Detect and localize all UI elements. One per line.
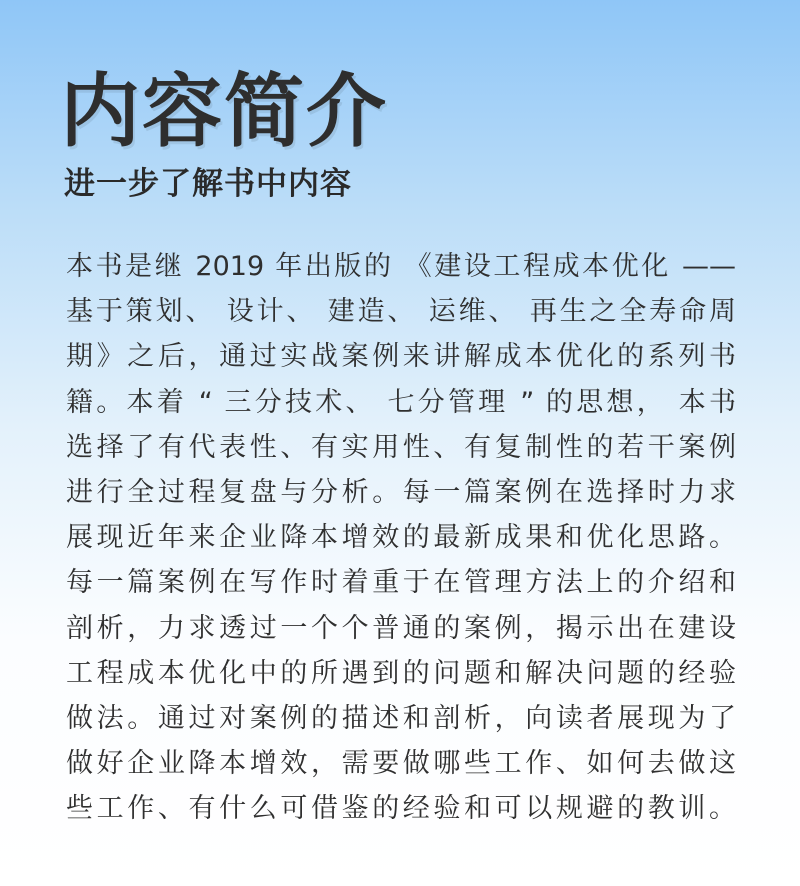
- paragraph-line: 做好企业降本增效，需要做哪些工作、如何去做这: [66, 748, 736, 780]
- page-subtitle: 进一步了解书中内容: [64, 166, 352, 202]
- paragraph-line: 进行全过程复盘与分析。每一篇案例在选择时力求: [66, 477, 736, 509]
- paragraph-line: 基于策划、 设计、 建造、 运维、 再生之全寿命周: [66, 296, 736, 328]
- paragraph-line: 做法。通过对案例的描述和剖析，向读者展现为了: [66, 703, 736, 735]
- paragraph-line: 每一篇案例在写作时着重于在管理方法上的介绍和: [66, 567, 736, 599]
- intro-paragraph: [66, 244, 736, 832]
- paragraph-line: 工程成本优化中的所遇到的问题和解决问题的经验: [66, 657, 736, 689]
- paragraph-line: 本书是继 2019 年出版的 《建设工程成本优化 ——: [66, 251, 736, 282]
- paragraph-line: 展现近年来企业降本增效的最新成果和优化思路。: [66, 522, 736, 554]
- page-title: 内容简介: [60, 65, 388, 158]
- heading-block: [60, 64, 388, 204]
- paragraph-line: 些工作、有什么可借鉴的经验和可以规避的教训。: [66, 793, 736, 825]
- paragraph-line: 期》之后，通过实战案例来讲解成本优化的系列书: [66, 341, 736, 373]
- paragraph-line: 选择了有代表性、有实用性、有复制性的若干案例: [66, 431, 736, 463]
- paragraph-line: 剖析，力求透过一个个普通的案例，揭示出在建设: [66, 612, 736, 644]
- paragraph-line: 籍。本着 “ 三分技术、 七分管理 ” 的思想， 本书: [66, 386, 736, 418]
